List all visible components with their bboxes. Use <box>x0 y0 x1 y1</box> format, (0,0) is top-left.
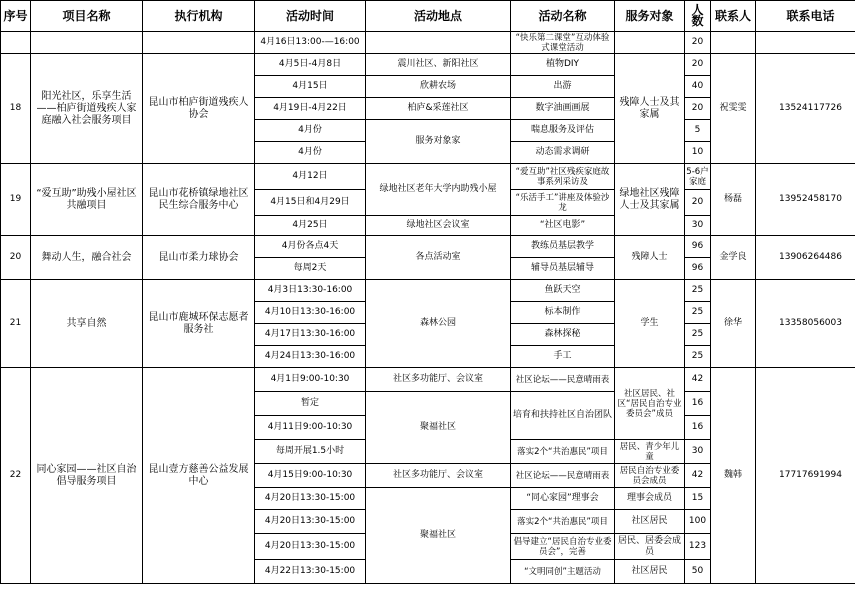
cell-count: 50 <box>685 560 711 584</box>
cell-activity: 数字油画画展 <box>511 98 615 120</box>
cell-activity: “社区电影” <box>511 216 615 236</box>
cell-service: 居民、居委会成员 <box>615 534 685 560</box>
cell-count: 20 <box>685 32 711 54</box>
cell-count: 42 <box>685 368 711 392</box>
cell-activity: 手工 <box>511 346 615 368</box>
cell-time: 4月20日13:30-15:00 <box>255 534 366 560</box>
cell-location <box>366 32 511 54</box>
cell-phone <box>756 32 855 54</box>
cell-count: 20 <box>685 190 711 216</box>
header-contact: 联系人 <box>711 1 756 32</box>
cell-sn: 19 <box>1 164 31 236</box>
cell-sn: 22 <box>1 368 31 584</box>
cell-location: 欣耕农场 <box>366 76 511 98</box>
header-phone: 联系电话 <box>756 1 855 32</box>
table-row <box>1 54 855 76</box>
cell-count: 25 <box>685 302 711 324</box>
cell-count: 16 <box>685 392 711 416</box>
cell-activity: 落实2个“共治惠民”项目 <box>511 510 615 534</box>
cell-count: 20 <box>685 54 711 76</box>
cell-time: 4月15日9:00-10:30 <box>255 464 366 488</box>
cell-activity: 植物DIY <box>511 54 615 76</box>
cell-time: 每周开展1.5小时 <box>255 440 366 464</box>
cell-org: 昆山市柔力球协会 <box>143 236 255 280</box>
cell-count: 96 <box>685 236 711 258</box>
cell-activity: 喘息服务及评估 <box>511 120 615 142</box>
cell-location: 各点活动室 <box>366 236 511 280</box>
cell-org <box>143 32 255 54</box>
cell-location: 聚福社区 <box>366 488 511 584</box>
cell-contact <box>711 32 756 54</box>
cell-sn: 18 <box>1 54 31 164</box>
cell-location: 社区多功能厅、会议室 <box>366 368 511 392</box>
cell-contact: 金学良 <box>711 236 756 280</box>
cell-contact: 徐华 <box>711 280 756 368</box>
cell-activity: 辅导员基层辅导 <box>511 258 615 280</box>
cell-location: 柏庐&采莲社区 <box>366 98 511 120</box>
cell-count: 20 <box>685 98 711 120</box>
cell-activity: 森林探秘 <box>511 324 615 346</box>
cell-location: 聚福社区 <box>366 392 511 464</box>
header-location: 活动地点 <box>366 1 511 32</box>
cell-activity: 教练员基层教学 <box>511 236 615 258</box>
cell-service: 社区居民 <box>615 510 685 534</box>
cell-org: 昆山市柏庐街道残疾人协会 <box>143 54 255 164</box>
header-service: 服务对象 <box>615 1 685 32</box>
cell-activity: “文明同创”主题活动 <box>511 560 615 584</box>
cell-activity: 标本制作 <box>511 302 615 324</box>
cell-service: 残障人士及其家属 <box>615 54 685 164</box>
cell-location: 森林公园 <box>366 280 511 368</box>
table-row <box>1 32 855 54</box>
cell-count: 30 <box>685 440 711 464</box>
cell-contact: 魏韩 <box>711 368 756 584</box>
cell-service: 居民自治专业委员会成员 <box>615 464 685 488</box>
cell-service: 理事会成员 <box>615 488 685 510</box>
cell-org: 昆山壹方慈善公益发展中心 <box>143 368 255 584</box>
cell-activity: 社区论坛——民意晴雨表 <box>511 368 615 392</box>
cell-activity: “同心家园”理事会 <box>511 488 615 510</box>
cell-count: 16 <box>685 416 711 440</box>
cell-time: 4月20日13:30-15:00 <box>255 510 366 534</box>
cell-service: 社区居民 <box>615 560 685 584</box>
cell-count: 96 <box>685 258 711 280</box>
cell-contact: 祝雯雯 <box>711 54 756 164</box>
table-row <box>1 164 855 190</box>
cell-time: 4月15日和4月29日 <box>255 190 366 216</box>
header-row <box>1 1 855 32</box>
cell-activity: 培育和扶持社区自治团队 <box>511 392 615 440</box>
cell-activity: 鱼跃天空 <box>511 280 615 302</box>
cell-count: 123 <box>685 534 711 560</box>
cell-time: 4月份 <box>255 142 366 164</box>
header-project: 项目名称 <box>31 1 143 32</box>
cell-count: 25 <box>685 346 711 368</box>
cell-project: “爱互助”助残小屋社区共融项目 <box>31 164 143 236</box>
cell-time: 4月份 <box>255 120 366 142</box>
cell-count: 30 <box>685 216 711 236</box>
cell-sn: 21 <box>1 280 31 368</box>
table-row <box>1 368 855 392</box>
cell-activity: 落实2个“共治惠民”项目 <box>511 440 615 464</box>
header-org: 执行机构 <box>143 1 255 32</box>
cell-activity: “快乐第二课堂”互动体验式课堂活动 <box>511 32 615 54</box>
cell-time: 每周2天 <box>255 258 366 280</box>
cell-time: 4月15日 <box>255 76 366 98</box>
cell-count: 100 <box>685 510 711 534</box>
table-row <box>1 236 855 258</box>
header-time: 活动时间 <box>255 1 366 32</box>
cell-time: 暂定 <box>255 392 366 416</box>
cell-phone: 17717691994 <box>756 368 855 584</box>
cell-count: 5 <box>685 120 711 142</box>
cell-time: 4月份各点4天 <box>255 236 366 258</box>
cell-activity: 动态需求调研 <box>511 142 615 164</box>
table-row <box>1 280 855 302</box>
cell-service: 绿地社区残障人士及其家属 <box>615 164 685 236</box>
cell-count: 25 <box>685 280 711 302</box>
cell-time: 4月1日9:00-10:30 <box>255 368 366 392</box>
cell-time: 4月10日13:30-16:00 <box>255 302 366 324</box>
cell-time: 4月5日-4月8日 <box>255 54 366 76</box>
cell-activity: 出游 <box>511 76 615 98</box>
cell-activity: “爱互助”社区残疾家庭故事系列采访及 <box>511 164 615 190</box>
cell-time: 4月3日13:30-16:00 <box>255 280 366 302</box>
cell-phone: 13358056003 <box>756 280 855 368</box>
cell-contact: 杨磊 <box>711 164 756 236</box>
cell-project: 阳光社区，乐享生活——柏庐街道残疾人家庭融入社会服务项目 <box>31 54 143 164</box>
cell-time: 4月22日13:30-15:00 <box>255 560 366 584</box>
cell-count: 40 <box>685 76 711 98</box>
cell-time: 4月19日-4月22日 <box>255 98 366 120</box>
cell-activity: “乐活手工”讲座及体验沙龙 <box>511 190 615 216</box>
cell-count: 5-6户家庭 <box>685 164 711 190</box>
cell-service: 残障人士 <box>615 236 685 280</box>
cell-location: 社区多功能厅、会议室 <box>366 464 511 488</box>
cell-time: 4月20日13:30-15:00 <box>255 488 366 510</box>
cell-service <box>615 32 685 54</box>
cell-phone: 13524117726 <box>756 54 855 164</box>
cell-phone: 13952458170 <box>756 164 855 236</box>
header-count: 人数 <box>685 1 711 32</box>
header-activity: 活动名称 <box>511 1 615 32</box>
cell-service: 社区居民、社区“居民自治专业委员会”成员 <box>615 368 685 440</box>
cell-service: 居民、青少年儿童 <box>615 440 685 464</box>
cell-activity: 倡导建立“居民自治专业委员会”，完善 <box>511 534 615 560</box>
cell-time: 4月11日9:00-10:30 <box>255 416 366 440</box>
cell-activity: 社区论坛——民意晴雨表 <box>511 464 615 488</box>
cell-time: 4月24日13:30-16:00 <box>255 346 366 368</box>
cell-project <box>31 32 143 54</box>
cell-location: 震川社区、新阳社区 <box>366 54 511 76</box>
cell-sn <box>1 32 31 54</box>
cell-phone: 13906264486 <box>756 236 855 280</box>
cell-time: 4月16日13:00-—16:00 <box>255 32 366 54</box>
cell-project: 舞动人生，融合社会 <box>31 236 143 280</box>
cell-time: 4月12日 <box>255 164 366 190</box>
cell-sn: 20 <box>1 236 31 280</box>
cell-count: 10 <box>685 142 711 164</box>
cell-time: 4月25日 <box>255 216 366 236</box>
header-sn: 序号 <box>1 1 31 32</box>
cell-location: 绿地社区老年大学内助残小屋 <box>366 164 511 216</box>
cell-org: 昆山市鹿城环保志愿者服务社 <box>143 280 255 368</box>
cell-org: 昆山市花桥镇绿地社区民生综合服务中心 <box>143 164 255 236</box>
cell-location: 绿地社区会议室 <box>366 216 511 236</box>
cell-project: 同心家园——社区自治倡导服务项目 <box>31 368 143 584</box>
cell-project: 共享自然 <box>31 280 143 368</box>
cell-time: 4月17日13:30-16:00 <box>255 324 366 346</box>
cell-service: 学生 <box>615 280 685 368</box>
cell-count: 15 <box>685 488 711 510</box>
cell-count: 42 <box>685 464 711 488</box>
cell-location: 服务对象家 <box>366 120 511 164</box>
cell-count: 25 <box>685 324 711 346</box>
